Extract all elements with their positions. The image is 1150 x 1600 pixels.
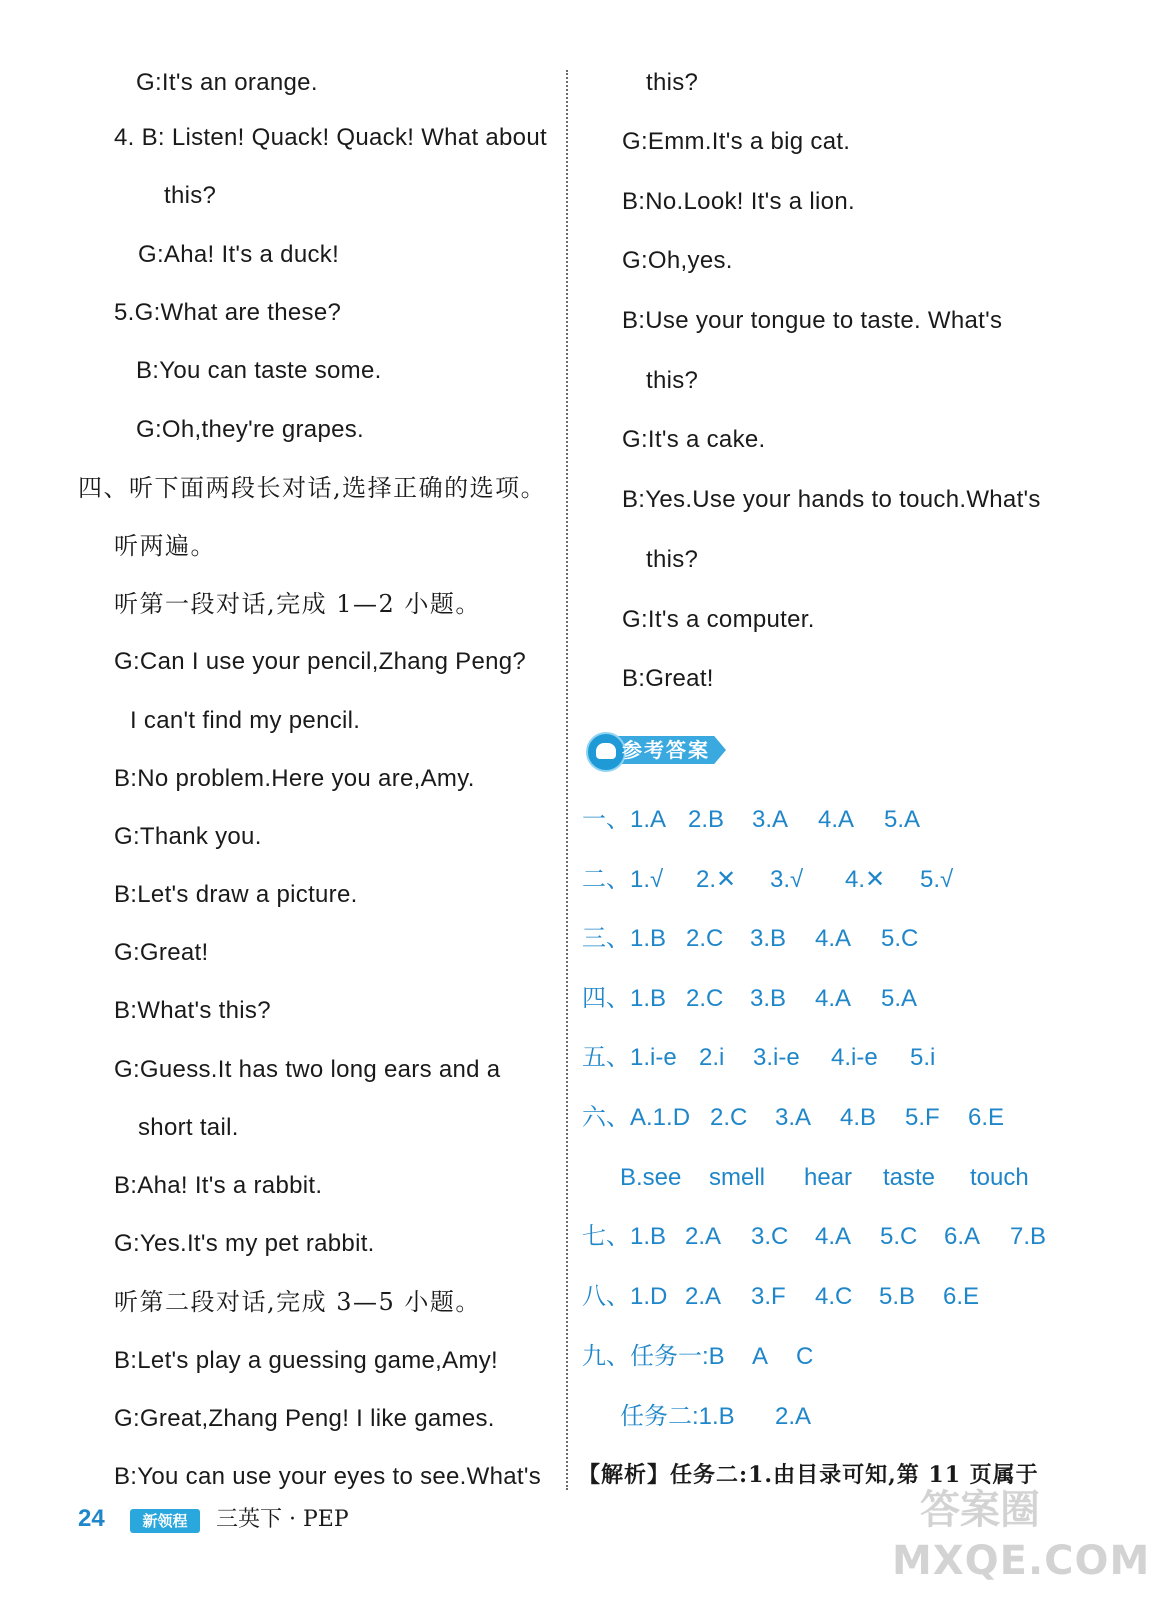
answer-item: 5.A (881, 985, 918, 1012)
dialog-line: B:Great! (622, 665, 714, 692)
answer-item: 3.F (751, 1283, 786, 1310)
answer-item: 5.C (881, 925, 919, 952)
dialog-line: B:Let's draw a picture. (114, 881, 358, 908)
answer-item: A (752, 1343, 769, 1370)
answer-row (582, 1043, 935, 1073)
answer-item: 九、任务一:B (582, 1343, 725, 1370)
answer-item: 5.B (879, 1283, 916, 1310)
answer-item: 3.A (775, 1104, 812, 1131)
answer-item: 2.A (775, 1403, 812, 1430)
answer-item: B.see (620, 1164, 682, 1191)
dialog-line: G:It's an orange. (136, 69, 318, 96)
answer-row (582, 924, 918, 954)
answer-item: 3.A (752, 806, 789, 833)
answer-item: 5.A (884, 806, 921, 833)
answer-item: 2.C (686, 925, 724, 952)
answer-item: 6.E (968, 1104, 1005, 1131)
answer-item: 一、1.A (582, 806, 667, 833)
answer-item: 2.B (688, 806, 725, 833)
answer-item: 5.i (910, 1044, 936, 1071)
answer-item: C (796, 1343, 814, 1370)
left-column (0, 0, 570, 1600)
answer-item: 三、1.B (582, 925, 667, 952)
answer-item: 二、1.√ (582, 866, 664, 893)
answer-item: 2.C (710, 1104, 748, 1131)
dialog-line: G:It's a computer. (622, 606, 815, 633)
answer-item: hear (804, 1164, 853, 1191)
answer-item: 2.✕ (696, 866, 737, 893)
answer-item: touch (970, 1164, 1029, 1191)
answer-item: 2.i (699, 1044, 725, 1071)
dialog-line: this? (164, 182, 217, 209)
dialog-line: B:No.Look! It's a lion. (622, 188, 855, 215)
dialog-line: B:What's this? (114, 997, 271, 1024)
dialog-line: G:Aha! It's a duck! (138, 241, 340, 268)
dialog-line: B:No problem.Here you are,Amy. (114, 765, 475, 792)
dialog-line: B:You can use your eyes to see.What's (114, 1463, 542, 1490)
answer-item: 3.B (750, 925, 787, 952)
answer-row (582, 984, 917, 1014)
dialog-line: B:Yes.Use your hands to touch.What's (622, 486, 1041, 513)
brand-logo (130, 1509, 200, 1533)
analysis-note: 【解析】任务二:1.由目录可知,第 11 页属于 (578, 1462, 1039, 1488)
answer-item: taste (883, 1164, 936, 1191)
answers-banner (586, 732, 746, 770)
right-column (572, 0, 1111, 1600)
dialog-line: G:Can I use your pencil,Zhang Peng? (114, 648, 527, 675)
instruction-line: 听第一段对话,完成 1—2 小题。 (114, 590, 481, 618)
banner-title: 参考答案 (622, 738, 710, 762)
dialog-line: G:It's a cake. (622, 426, 766, 453)
answer-item: 六、A.1.D (582, 1104, 691, 1131)
answer-item: 四、1.B (582, 985, 667, 1012)
answer-row (582, 1222, 1046, 1252)
answer-row (582, 805, 920, 835)
answer-item: 4.A (818, 806, 855, 833)
answer-item: 6.E (943, 1283, 980, 1310)
answer-item: 3.√ (770, 866, 804, 893)
answer-item: 5.√ (920, 866, 954, 893)
answer-item: 八、1.D (582, 1283, 668, 1310)
banner-badge (586, 732, 626, 772)
answer-item: 4.C (815, 1283, 853, 1310)
watermark-url: MXQE.COM (892, 1538, 1150, 1584)
dialog-line: B:Use your tongue to taste. What's (622, 307, 1003, 334)
dialog-line: short tail. (138, 1114, 239, 1141)
dialog-line: G:Emm.It's a big cat. (622, 128, 851, 155)
answer-item: 任务二:1.B (620, 1403, 735, 1430)
watermark-text: 答案圈 (920, 1487, 1040, 1533)
answer-row (582, 865, 953, 895)
answer-item: 2.A (685, 1223, 722, 1250)
answer-item: 4.B (840, 1104, 877, 1131)
page-number: 24 (78, 1505, 105, 1532)
answer-item: 2.A (685, 1283, 722, 1310)
answer-item: 3.i-e (753, 1044, 800, 1071)
brand-logo-text: 新领程 (142, 1512, 188, 1530)
dialog-line: 5.G:What are these? (114, 299, 342, 326)
dialog-line: G:Oh,yes. (622, 247, 733, 274)
dialog-line: this? (646, 546, 699, 573)
dialog-line: this? (646, 367, 699, 394)
answer-item: 4.A (815, 1223, 852, 1250)
answer-item: 5.F (905, 1104, 940, 1131)
answer-item: smell (709, 1164, 766, 1191)
dialog-line: G:Guess.It has two long ears and a (114, 1056, 501, 1083)
answer-item: 4.i-e (831, 1044, 878, 1071)
answer-row (582, 1342, 813, 1372)
answer-item: 4.✕ (845, 866, 886, 893)
dialog-line: B:Let's play a guessing game,Amy! (114, 1347, 499, 1374)
dialog-line: B:Aha! It's a rabbit. (114, 1172, 323, 1199)
dialog-line: G:Yes.It's my pet rabbit. (114, 1230, 375, 1257)
dialog-line: B:You can taste some. (136, 357, 382, 384)
answer-item: 五、1.i-e (582, 1044, 677, 1071)
answer-item: 5.C (880, 1223, 918, 1250)
section-heading: 四、听下面两段长对话,选择正确的选项。 (78, 474, 547, 502)
dialog-line: G:Great,Zhang Peng! I like games. (114, 1405, 495, 1432)
answer-row (582, 1282, 979, 1312)
answer-row (620, 1163, 1029, 1193)
column-divider (566, 70, 568, 1490)
instruction-line: 听第二段对话,完成 3—5 小题。 (114, 1288, 481, 1316)
answer-item: 6.A (944, 1223, 981, 1250)
answer-item: 七、1.B (582, 1223, 667, 1250)
dialog-line: G:Oh,they're grapes. (136, 416, 365, 443)
watermark (890, 1478, 1150, 1598)
dialog-line: this? (646, 69, 699, 96)
answer-item: 3.B (750, 985, 787, 1012)
dialog-line: 4. B: Listen! Quack! Quack! What about (114, 124, 547, 151)
instruction-line: 听两遍。 (114, 532, 216, 560)
book-title: 三英下 · PEP (216, 1507, 349, 1532)
answer-row (582, 1103, 1004, 1133)
dialog-line: I can't find my pencil. (130, 707, 361, 734)
dialog-line: G:Thank you. (114, 823, 262, 850)
answer-item: 2.C (686, 985, 724, 1012)
book-icon (596, 743, 616, 759)
answer-item: 4.A (815, 925, 852, 952)
dialog-line: G:Great! (114, 939, 209, 966)
answer-item: 4.A (815, 985, 852, 1012)
answer-item: 7.B (1010, 1223, 1047, 1250)
answer-row (620, 1402, 811, 1432)
answer-item: 3.C (751, 1223, 789, 1250)
